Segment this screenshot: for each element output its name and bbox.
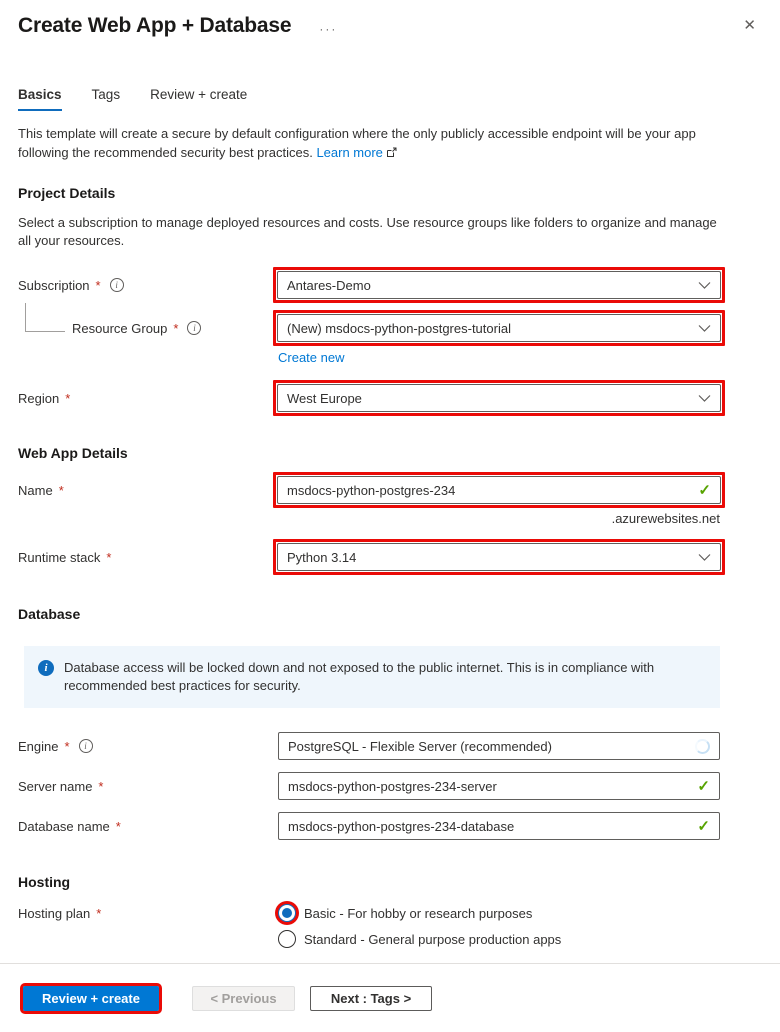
next-tags-button[interactable]: Next : Tags >: [310, 986, 432, 1011]
hosting-plan-option-standard[interactable]: [278, 930, 720, 948]
hosting-plan-option-basic[interactable]: [278, 904, 720, 922]
subscription-label: Subscription: [18, 277, 90, 293]
page-title: Create Web App + Database: [18, 14, 292, 37]
hosting-plan-label: Hosting plan: [18, 906, 91, 921]
chevron-down-icon: [698, 321, 711, 336]
subscription-dropdown[interactable]: [277, 271, 721, 299]
info-banner-text: Database access will be locked down and not exposed to the public internet. This is in compliance with recommended best practices for security.: [64, 660, 655, 693]
project-details-heading: Project Details: [18, 185, 116, 201]
tab-basics[interactable]: Basics: [18, 87, 62, 111]
required-marker: *: [65, 390, 71, 406]
name-label: Name: [18, 482, 53, 498]
resource-group-label: Resource Group: [72, 320, 168, 336]
more-options-icon[interactable]: ···: [319, 22, 338, 36]
name-row: [18, 477, 720, 503]
runtime-stack-dropdown[interactable]: [277, 543, 721, 571]
region-value: West Europe: [287, 390, 362, 406]
resource-group-row: [18, 315, 720, 341]
hosting-plan-row: [18, 904, 720, 948]
database-heading: Database: [18, 606, 81, 622]
loading-spinner-icon: [695, 739, 710, 754]
required-marker: *: [98, 778, 104, 794]
engine-value: PostgreSQL - Flexible Server (recommended): [288, 738, 552, 754]
hosting-plan-basic-label: Basic - For hobby or research purposes: [304, 905, 533, 921]
valid-check-icon: ✓: [698, 482, 711, 499]
region-label: Region: [18, 390, 60, 406]
web-app-details-heading: Web App Details: [18, 445, 128, 461]
hosting-plan-standard-label: Standard - General purpose production apps: [304, 931, 562, 947]
radio-selected-icon[interactable]: [278, 904, 296, 922]
server-name-row: [18, 772, 720, 800]
server-name-input[interactable]: [278, 772, 720, 800]
engine-row: [18, 732, 720, 760]
database-name-value: msdocs-python-postgres-234-database: [288, 818, 515, 834]
project-details-description: Select a subscription to manage deployed resources and costs. Use resource groups like folders to organize and manage all your resources.: [18, 215, 717, 248]
subscription-row: [18, 272, 720, 298]
chevron-down-icon: [698, 391, 711, 406]
info-filled-icon: i: [38, 660, 54, 676]
annotation-box-subscription: [273, 267, 725, 303]
region-dropdown[interactable]: [277, 384, 721, 412]
database-name-label: Database name: [18, 818, 110, 834]
database-name-row: [18, 812, 720, 840]
valid-check-icon: ✓: [697, 778, 710, 795]
tab-strip: [18, 87, 720, 111]
runtime-stack-value: Python 3.14: [287, 549, 357, 565]
tab-tags[interactable]: Tags: [91, 87, 121, 102]
resource-group-dropdown[interactable]: [277, 314, 721, 342]
valid-check-icon: ✓: [697, 818, 710, 835]
required-marker: *: [115, 818, 121, 834]
close-icon[interactable]: ✕: [743, 17, 756, 34]
engine-dropdown[interactable]: [278, 732, 720, 760]
annotation-box-runtime-stack: [273, 539, 725, 575]
hierarchy-connector-line: [25, 303, 65, 332]
engine-label: Engine: [18, 738, 59, 754]
intro-text: This template will create a secure by default configuration where the only publicly accessible endpoint will be your app following the recommended security best practices.: [18, 126, 696, 160]
previous-button: < Previous: [192, 986, 295, 1011]
info-icon[interactable]: i: [110, 278, 124, 292]
learn-more-link[interactable]: Learn more: [316, 145, 383, 160]
chevron-down-icon: [698, 278, 711, 293]
radio-unselected-icon[interactable]: [278, 930, 296, 948]
name-input[interactable]: [277, 476, 721, 504]
tab-review-create[interactable]: Review + create: [150, 87, 248, 102]
review-create-button[interactable]: Review + create: [23, 986, 159, 1011]
runtime-stack-label: Runtime stack: [18, 549, 101, 565]
dialog-header: [0, 0, 780, 38]
region-row: [18, 385, 720, 411]
info-icon[interactable]: i: [187, 321, 201, 335]
required-marker: *: [58, 482, 64, 498]
runtime-stack-row: [18, 544, 720, 570]
name-value: msdocs-python-postgres-234: [287, 482, 456, 498]
footer-bar: [0, 963, 780, 1032]
server-name-value: msdocs-python-postgres-234-server: [288, 778, 497, 794]
domain-suffix: .azurewebsites.net: [611, 511, 720, 526]
info-banner: [24, 646, 720, 708]
info-icon[interactable]: i: [79, 739, 93, 753]
subscription-value: Antares-Demo: [287, 277, 371, 293]
resource-group-value: (New) msdocs-python-postgres-tutorial: [287, 320, 511, 336]
annotation-box-name: [273, 472, 725, 508]
chevron-down-icon: [698, 550, 711, 565]
annotation-box-resource-group: [273, 310, 725, 346]
required-marker: *: [64, 738, 70, 754]
external-link-icon: [386, 144, 397, 163]
annotation-box-region: [273, 380, 725, 416]
required-marker: *: [95, 277, 101, 293]
create-new-link[interactable]: Create new: [278, 350, 345, 365]
required-marker: *: [106, 549, 112, 565]
required-marker: *: [96, 906, 102, 921]
intro-paragraph: [18, 124, 720, 163]
required-marker: *: [173, 320, 179, 336]
server-name-label: Server name: [18, 778, 93, 794]
hosting-heading: Hosting: [18, 874, 71, 890]
database-name-input[interactable]: [278, 812, 720, 840]
